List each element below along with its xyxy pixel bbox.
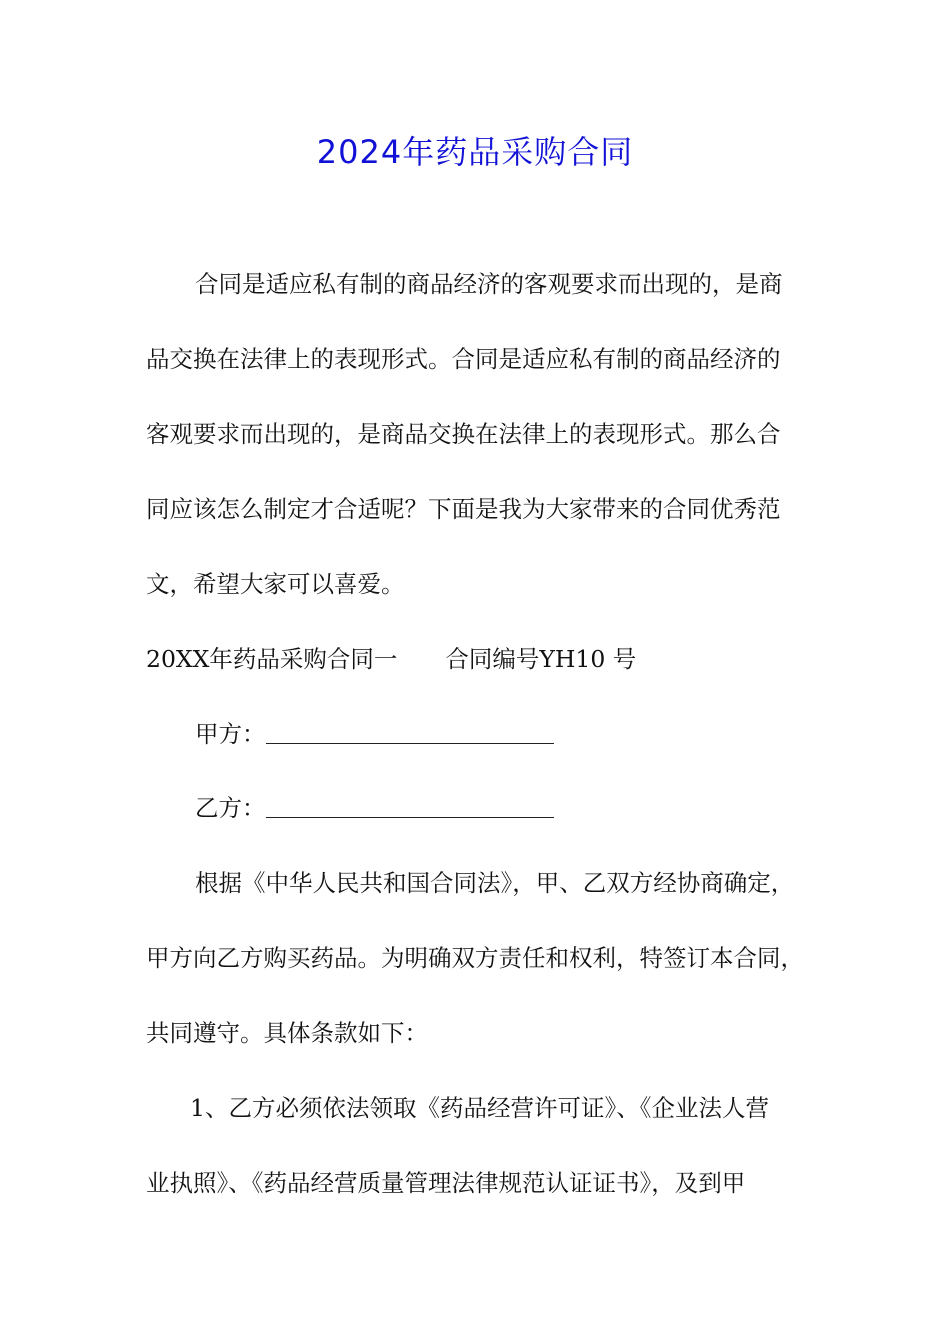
party-a-row [195,716,554,752]
party-b-label: 乙方： [195,794,266,822]
intro-line-4: 同应该怎么制定才合适呢？下面是我为大家带来的合同优秀范 [146,495,781,523]
clause-1-line-1: 1、乙方必须依法领取《药品经营许可证》、《企业法人营 [190,1094,769,1122]
intro-line-5: 文，希望大家可以喜爱。 [146,570,405,598]
clause-1-line-2: 业执照》、《药品经营质量管理法律规范认证证书》，及到甲 [146,1169,746,1197]
basis-line-3: 共同遵守。具体条款如下： [146,1019,428,1047]
contract-heading: 20XX年药品采购合同一 [146,645,398,673]
contract-heading-row [146,641,636,677]
party-b-blank [266,797,554,818]
document-title: 2024年药品采购合同 [316,133,634,171]
contract-number: 合同编号YH10 号 [445,645,637,673]
intro-line-3: 客观要求而出现的，是商品交换在法律上的表现形式。那么合 [146,420,781,448]
party-b-row [195,790,554,826]
party-a-label: 甲方： [195,720,266,748]
basis-line-2: 甲方向乙方购买药品。为明确双方责任和权利，特签订本合同， [146,944,804,972]
intro-line-2: 品交换在法律上的表现形式。合同是适应私有制的商品经济的 [146,345,781,373]
basis-line-1: 根据《中华人民共和国合同法》，甲、乙双方经协商确定， [195,869,795,897]
intro-line-1: 合同是适应私有制的商品经济的客观要求而出现的，是商 [195,270,783,298]
party-a-blank [266,723,554,744]
